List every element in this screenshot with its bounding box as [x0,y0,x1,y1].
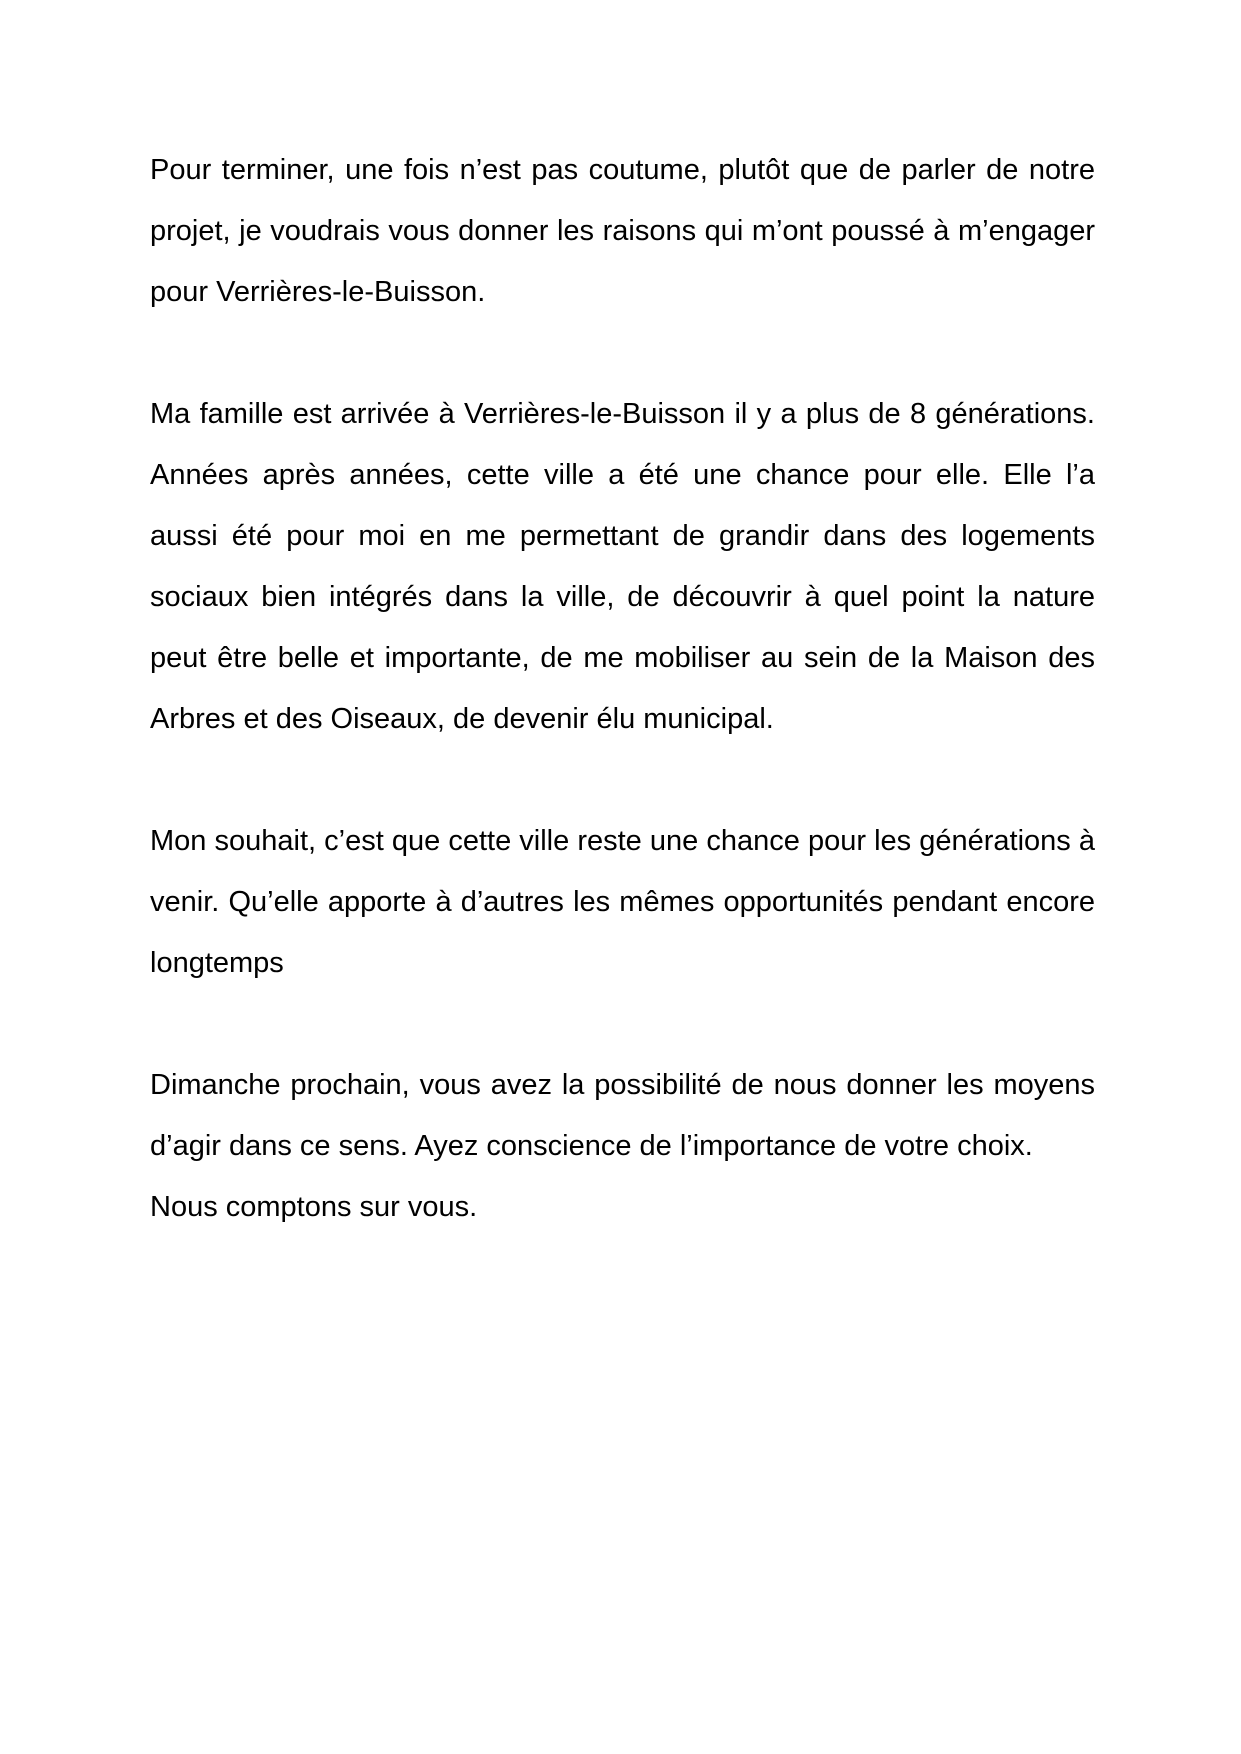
document-body [150,140,1095,1238]
paragraph-5: Nous comptons sur vous. [150,1191,478,1223]
paragraph-2: Ma famille est arrivée à Verrières-le-Buisson il y a plus de 8 générations. Années après années, cette ville a été une chance pour elle. Elle l’a aussi été pour moi en me permettant de grandir dans des logements sociaux bien intégrés dans la ville, de découvrir à quel point la nature peut être belle et importante, de me mobiliser au sein de la Maison des Arbres et des Oiseaux, de devenir élu municipal. [150,398,1095,735]
paragraph-3: Mon souhait, c’est que cette ville reste une chance pour les générations à venir. Qu’elle apporte à d’autres les mêmes opportunités pendant encore longtemps [150,825,1095,979]
paragraph-4: Dimanche prochain, vous avez la possibilité de nous donner les moyens d’agir dans ce sens. Ayez conscience de l’importance de votre choix. [150,1069,1095,1162]
paragraph-1: Pour terminer, une fois n’est pas coutume, plutôt que de parler de notre projet, je voudrais vous donner les raisons qui m’ont poussé à m’engager pour Verrières-le-Buisson. [150,154,1095,308]
